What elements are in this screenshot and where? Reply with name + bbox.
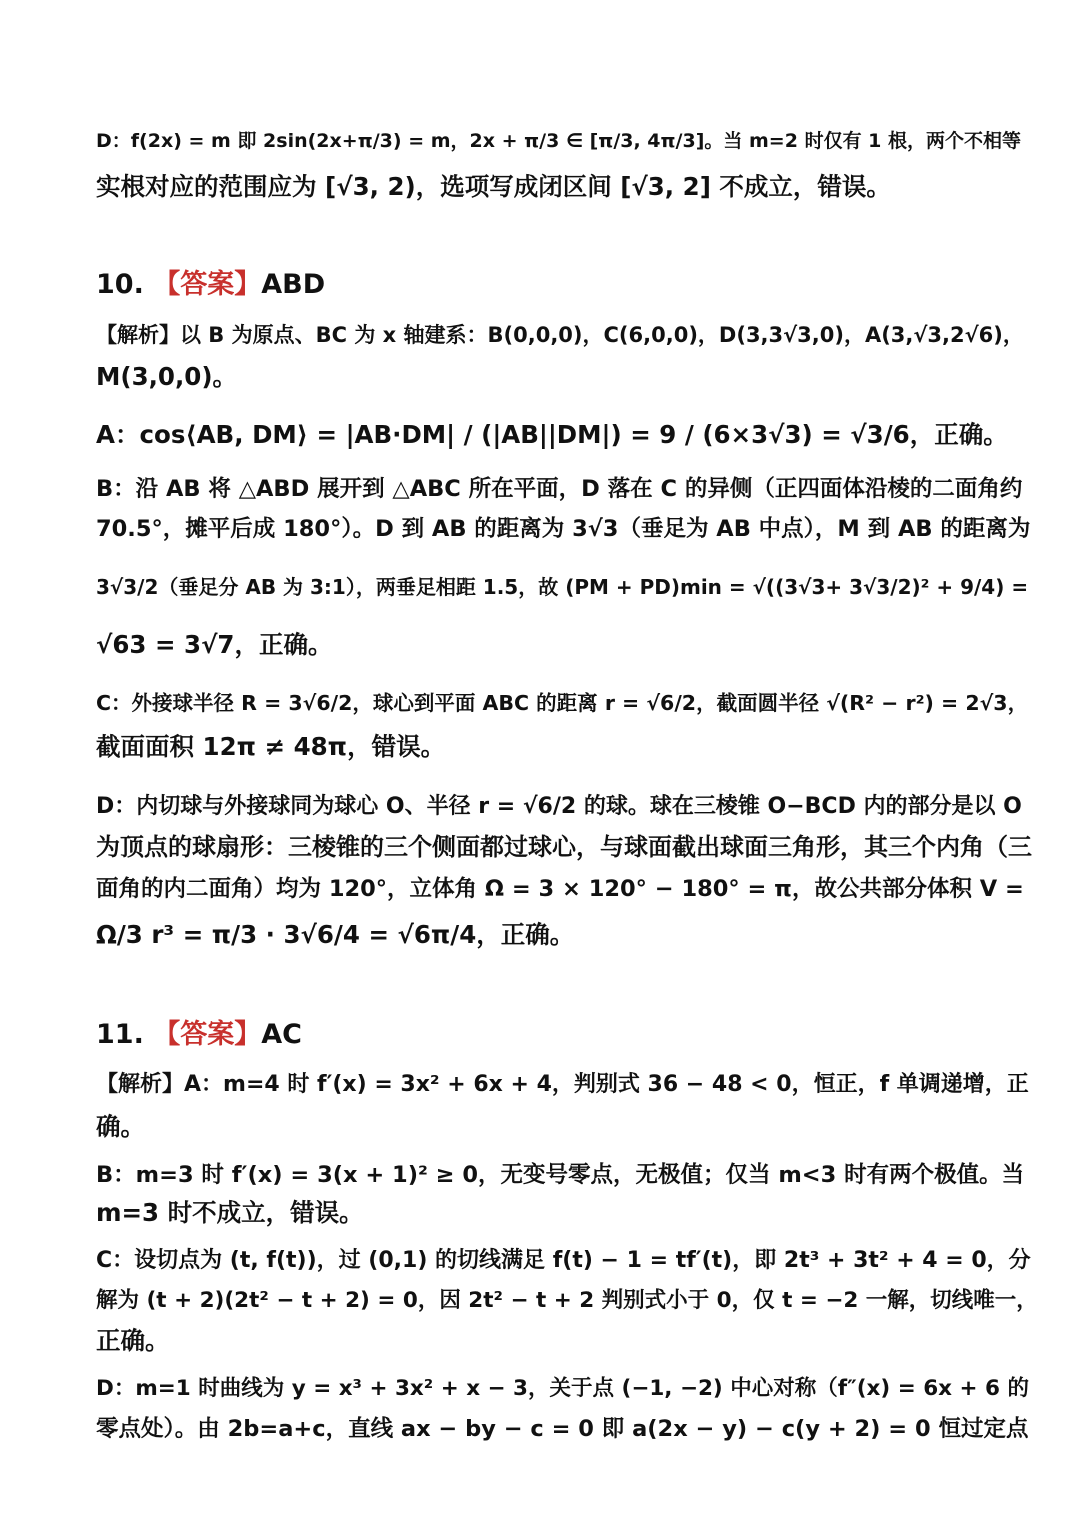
text-line: C：外接球半径 R = 3√6/2，球心到平面 ABC 的距离 r = √6/2，截面圆半径 √(R² − r²) = 2√3，	[96, 691, 1029, 715]
answer-value: AC	[261, 1019, 302, 1050]
answer-heading-11	[96, 1018, 1020, 1052]
answer-tag: 【答案】	[153, 269, 262, 300]
answer-value: ABD	[261, 269, 326, 300]
question-number: 11.	[96, 1019, 144, 1050]
text-line: 3√3/2（垂足分 AB 为 3:1），两垂足相距 1.5，故 (PM + PD)min = √((3√3+ 3√3/2)² + 9/4) =	[96, 575, 1029, 599]
text-line: 为顶点的球扇形：三棱锥的三个侧面都过球心，与球面截出球面三角形，其三个内角（三	[96, 833, 1032, 861]
text-line: 确。	[96, 1112, 145, 1141]
text-line: m=3 时不成立，错误。	[96, 1198, 364, 1227]
text-line: D：f(2x) = m 即 2sin(2x+π/3) = m，2x + π/3 ∈ [π/3, 4π/3]。当 m=2 时仅有 1 根，两个不相等	[96, 130, 1022, 152]
text-line: 70.5°，摊平后成 180°）。D 到 AB 的距离为 3√3（垂足为 AB 中点），M 到 AB 的距离为	[96, 516, 1031, 542]
text-line: A：cos⟨AB, DM⟩ = |AB·DM| / (|AB||DM|) = 9 / (6×3√3) = √3/6，正确。	[96, 420, 1008, 449]
answer-heading-10	[96, 268, 1020, 302]
text-line: √63 = 3√7，正确。	[96, 630, 333, 659]
text-line: 实根对应的范围应为 [√3, 2)，选项写成闭区间 [√3, 2] 不成立，错误。	[96, 172, 891, 201]
text-line: B：m=3 时 f′(x) = 3(x + 1)² ≥ 0，无变号零点，无极值；仅当 m<3 时有两个极值。当	[96, 1162, 1025, 1188]
text-line: 【解析】以 B 为原点、BC 为 x 轴建系：B(0,0,0)，C(6,0,0)，D(3,3√3,0)，A(3,√3,2√6)，	[96, 323, 1024, 347]
text-line: 解为 (t + 2)(2t² − t + 2) = 0，因 2t² − t + 2 判别式小于 0，仅 t = −2 一解，切线唯一，	[96, 1288, 1038, 1313]
text-line: D：m=1 时曲线为 y = x³ + 3x² + x − 3，关于点 (−1, −2) 中心对称（f″(x) = 6x + 6 的	[96, 1376, 1029, 1401]
text-line: 零点处）。由 2b=a+c，直线 ax − by − c = 0 即 a(2x − y) − c(y + 2) = 0 恒过定点	[96, 1416, 1029, 1442]
text-line: C：设切点为 (t, f(t))，过 (0,1) 的切线满足 f(t) − 1 = tf′(t)，即 2t³ + 3t² + 4 = 0，分	[96, 1248, 1031, 1273]
answer-tag: 【答案】	[153, 1019, 262, 1050]
text-line: B：沿 AB 将 △ABD 展开到 △ABC 所在平面，D 落在 C 的异侧（正四面体沿棱的二面角约	[96, 476, 1023, 502]
question-number: 10.	[96, 269, 144, 300]
text-line: D：内切球与外接球同为球心 O、半径 r = √6/2 的球。球在三棱锥 O−BCD 内的部分是以 O	[96, 794, 1022, 819]
text-line: 【解析】A：m=4 时 f′(x) = 3x² + 6x + 4，判别式 36 − 48 < 0，恒正，f 单调递增，正	[96, 1072, 1029, 1097]
text-line: 截面面积 12π ≠ 48π，错误。	[96, 732, 446, 761]
text-line: M(3,0,0)。	[96, 362, 238, 391]
text-line: 正确。	[96, 1326, 170, 1355]
text-line: Ω/3 r³ = π/3 · 3√6/4 = √6π/4，正确。	[96, 920, 575, 949]
text-line: 面角的内二面角）均为 120°，立体角 Ω = 3 × 120° − 180° = π，故公共部分体积 V =	[96, 876, 1024, 902]
